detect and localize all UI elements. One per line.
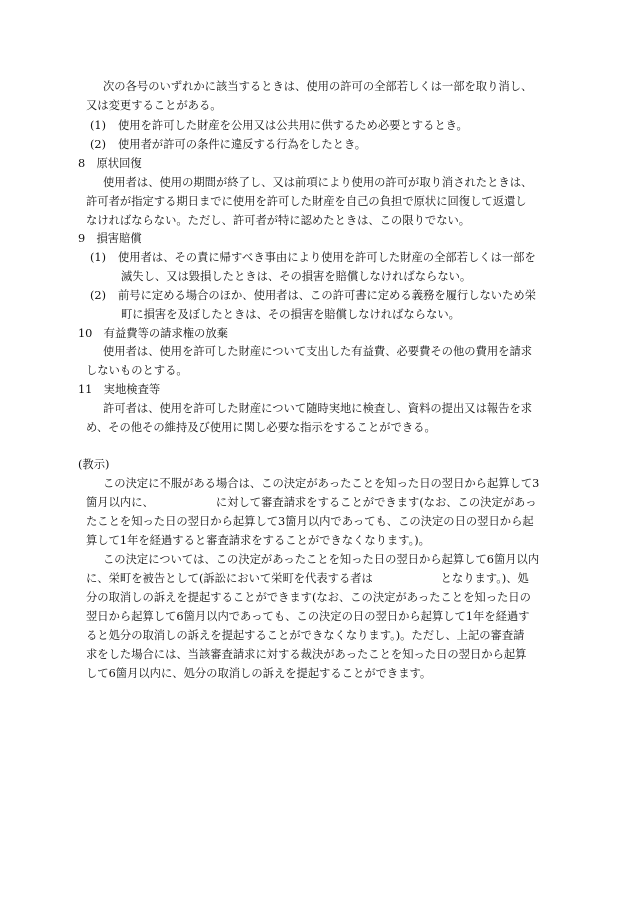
item-number: (2) <box>90 138 107 151</box>
item-number: (2) <box>90 289 107 302</box>
art9-item-1-line-1 <box>90 251 536 265</box>
item-number: (1) <box>90 251 107 264</box>
item-text: 使用者は、その責に帰すべき事由により使用を許可した財産の全部若しくは一部を <box>118 251 536 264</box>
art8-body-line-2: 許可者が指定する期日までに使用を許可した財産を自己の負担で原状に回復して返還し <box>86 195 527 208</box>
art10-heading: 10 有益費等の請求権の放棄 <box>78 327 228 340</box>
instruction-para-2-line-4: 翌日から起算して6箇月以内であっても、この決定の日の翌日から起算して1年を経過す <box>86 610 530 623</box>
instruction-para-2-line-6: 求をした場合には、当該審査請求に対する裁決があったことを知った日の翌日から起算 <box>86 648 527 661</box>
art11-body-line-1: 許可者は、使用を許可した財産について随時実地に検査し、資料の提出又は報告を求 <box>103 402 533 415</box>
item-text: 使用を許可した財産を公用又は公共用に供するため必要とするとき。 <box>118 119 468 132</box>
instruction-para-2-line-7: して6箇月以内に、処分の取消しの訴えを提起することができます。 <box>86 667 432 680</box>
art11-heading: 11 実地検査等 <box>78 383 161 396</box>
instruction-para-2-line-2: に、栄町を被告として(訴訟において栄町を代表する者は となります。)、処 <box>86 572 529 585</box>
instruction-para-1-line-1: この決定に不服がある場合は、この決定があったことを知った日の翌日から起算して3 <box>103 477 540 490</box>
item-number: (1) <box>90 119 107 132</box>
art4-item-1 <box>90 119 468 133</box>
art8-body-line-1: 使用者は、使用の期間が終了し、又は前項により使用の許可が取り消されたときは、 <box>103 176 533 189</box>
art9-heading: 9 損害賠償 <box>78 232 142 245</box>
art4-body-line-1: 次の各号のいずれかに該当するときは、使用の許可の全部若しくは一部を取り消し、 <box>103 80 533 93</box>
instruction-para-2-line-5: ると処分の取消しの訴えを提起することができなくなります。)。ただし、上記の審査請 <box>86 629 525 642</box>
art4-body-line-2: 又は変更することがある。 <box>86 99 222 112</box>
art4-item-2 <box>90 138 366 152</box>
item-text: 使用者が許可の条件に違反する行為をしたとき。 <box>118 138 367 151</box>
art10-body-line-1: 使用者は、使用を許可した財産について支出した有益費、必要費その他の費用を請求 <box>103 345 533 358</box>
art10-body-line-2: しないものとする。 <box>86 364 188 377</box>
instruction-heading: (教示) <box>78 458 110 471</box>
instruction-para-1-line-3: たことを知った日の翌日から起算して3箇月以内であっても、この決定の日の翌日から起 <box>86 515 534 528</box>
instruction-para-1-line-4: 算して1年を経過すると審査請求をすることができなくなります。)。 <box>86 534 430 547</box>
art11-body-line-2: め、その他その維持及び使用に関し必要な指示をすることができる。 <box>86 421 436 434</box>
instruction-para-2-line-1: この決定については、この決定があったことを知った日の翌日から起算して6箇月以内 <box>103 553 540 566</box>
art8-heading: 8 原状回復 <box>78 157 142 170</box>
instruction-para-1-line-2: 箇月以内に、 に対して審査請求をすることができます(なお、この決定があっ <box>86 496 537 509</box>
art9-item-1-line-2: 滅失し、又は毀損したときは、その損害を賠償しなければならない。 <box>121 270 472 283</box>
art9-item-2-line-2: 町に損害を及ぼしたときは、その損害を賠償しなければならない。 <box>121 308 460 321</box>
art9-item-2-line-1 <box>90 289 536 303</box>
instruction-para-2-line-3: 分の取消しの訴えを提起することができます(なお、この決定があったことを知った日の <box>86 591 531 604</box>
item-text: 前号に定める場合のほか、使用者は、この許可書に定める義務を履行しないため栄 <box>118 289 536 302</box>
art8-body-line-3: なければならない。ただし、許可者が特に認めたときは、この限りでない。 <box>86 214 471 227</box>
